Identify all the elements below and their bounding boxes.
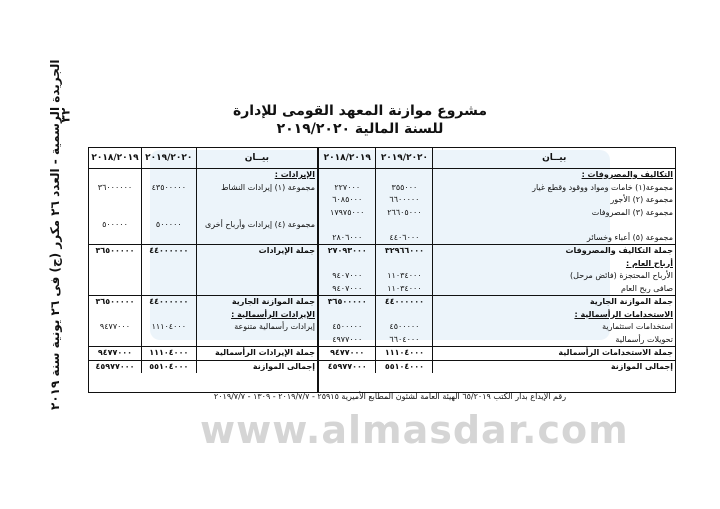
- value-2019: ٤٥٠٠٠٠٠: [332, 322, 363, 331]
- row-label: [196, 283, 317, 296]
- table-row: [89, 360, 317, 373]
- value-2020: ٥٥١٠٤٠٠٠: [141, 360, 196, 373]
- row-label: الإيرادات الرأسمالية :: [196, 309, 317, 322]
- table-row: [89, 194, 317, 207]
- value-2019: ٣٦٥٠٠٠٠٠: [319, 296, 376, 309]
- header-col-2019: ٢٠١٨/٢٠١٩: [319, 148, 376, 169]
- value-2020: [141, 232, 196, 245]
- page-title: مشروع موازنة المعهد القومى للإدارة: [232, 103, 488, 119]
- value-2020: [141, 194, 196, 207]
- table-row: [89, 334, 317, 347]
- value-2019: [89, 309, 141, 322]
- value-2019: ٤٥٩٧٧٠٠٠: [319, 360, 376, 373]
- table-row: [319, 334, 675, 347]
- header-col-2020: ٢٠١٩/٢٠٢٠: [141, 148, 196, 169]
- value-2020: ٤٤٠٠٠٠٠٠: [141, 245, 196, 258]
- expenses-table: [318, 147, 676, 393]
- value-2020: ١١٠٣٤٠٠٠: [376, 283, 433, 296]
- header-desc: بيــان: [433, 148, 675, 169]
- value-2020: [376, 258, 433, 271]
- value-2019: ٣٦٥٠٠٠٠٠: [89, 245, 141, 258]
- value-2019: [89, 258, 141, 271]
- value-2020: [141, 258, 196, 271]
- table-row: [89, 283, 317, 296]
- value-2020: ٦٦٠٤٠٠٠: [376, 334, 433, 347]
- value-2020: ٤٤٠٦٠٠٠: [376, 232, 433, 245]
- watermark-url: www.almasdar.com: [200, 408, 629, 452]
- value-2020: ٥٥١٠٤٠٠٠: [376, 360, 433, 373]
- row-label: جملة الإيرادات: [196, 245, 317, 258]
- value-2019: [319, 169, 376, 182]
- value-2020: ١١٠٣٤٠٠٠: [376, 270, 433, 283]
- value-2019: [89, 232, 141, 245]
- side-margin-text: الجريدة الرسمية - العدد ٢٦ مكرر (ج) فى ٢٦ يونية سنة ٢٠١٩: [48, 59, 62, 410]
- row-label: إجمالى الموازنة: [433, 360, 675, 373]
- table-row: [319, 169, 675, 182]
- value-2019: ٥٠٠٠٠٠: [102, 220, 128, 229]
- value-2020: ٤٥٠٠٠٠٠: [376, 321, 433, 334]
- row-label: جملة الموازنة الجارية: [433, 296, 675, 309]
- row-label: [196, 232, 317, 245]
- value-2020: ٦٦٠٠٠٠٠: [376, 194, 433, 207]
- row-label: جملة الموازنة الجارية: [196, 296, 317, 309]
- value-2019: [89, 270, 141, 283]
- value-2020: ٥٠٠٠٠٠: [141, 219, 196, 232]
- page-subtitle: للسنة المالية ٢٠١٩/٢٠٢٠: [276, 121, 444, 137]
- value-2020: [141, 207, 196, 220]
- table-row: [89, 321, 317, 334]
- value-2020: ٤٤٠٠٠٠٠٠: [376, 296, 433, 309]
- value-2019: ٢٢٧٠٠٠: [334, 182, 361, 192]
- table-row: [89, 182, 317, 195]
- value-2020: ٢٦٦٠٥٠٠٠: [376, 207, 433, 220]
- table-row: [89, 270, 317, 283]
- row-label: صافى ربح العام: [433, 283, 675, 296]
- row-label: [196, 207, 317, 220]
- value-2019: ٣٦٥٠٠٠٠٠: [89, 296, 141, 309]
- value-2020: ٤٣٥٠٠٠٠٠: [141, 182, 196, 195]
- value-2020: [141, 270, 196, 283]
- revenues-table: [88, 147, 318, 393]
- row-label: مجموعة(١) خامات ومواد ووقود وقطع غيار: [433, 182, 675, 195]
- value-2019: ٩٤٠٧٠٠٠: [332, 283, 363, 293]
- value-2019: ٢٨٠٦٠٠٠: [332, 232, 363, 242]
- row-label: جملة التكاليف والمصروفات: [433, 245, 675, 258]
- table-row: [319, 309, 675, 322]
- value-2019: [319, 309, 376, 322]
- table-row: [319, 194, 675, 207]
- value-2019: ١٧٩٧٥٠٠٠: [330, 207, 365, 217]
- value-2019: ٩٤٧٧٠٠٠: [319, 347, 376, 361]
- header-desc: بيــان: [196, 148, 317, 169]
- value-2019: [319, 258, 376, 271]
- table-row: [89, 309, 317, 322]
- table-row: [319, 283, 675, 296]
- table-row: [319, 296, 675, 309]
- table-row: [89, 258, 317, 271]
- row-label: [196, 194, 317, 207]
- row-label: مجموعة (١) إيرادات النشاط: [196, 182, 317, 195]
- row-label: الاستخدامات الرأسمالية :: [433, 309, 675, 322]
- value-2019: ٩٤٧٧٠٠٠: [89, 347, 141, 361]
- value-2019: ٤٩٧٧٠٠٠: [332, 334, 363, 344]
- table-row: [319, 360, 675, 373]
- value-2020: [141, 309, 196, 322]
- row-label: الإيرادات :: [196, 169, 317, 182]
- table-row: [319, 245, 675, 258]
- value-2019: [89, 194, 141, 207]
- value-2019: [89, 169, 141, 182]
- table-row: [319, 258, 675, 271]
- row-label: التكاليف والمصروفات :: [433, 169, 675, 182]
- value-2020: [376, 309, 433, 322]
- value-2020: [376, 219, 433, 232]
- value-2020: [141, 283, 196, 296]
- value-2019: [89, 207, 141, 220]
- value-2020: ١١١٠٤٠٠٠: [376, 347, 433, 361]
- page-number: ٣٢: [58, 107, 73, 123]
- value-2020: ١١١٠٤٠٠٠: [141, 347, 196, 361]
- header-col-2019: ٢٠١٨/٢٠١٩: [89, 148, 141, 169]
- table-row: [89, 169, 317, 182]
- value-2019: ٩٤٠٧٠٠٠: [332, 271, 363, 280]
- row-label: [196, 334, 317, 347]
- value-2019: ٦٠٨٥٠٠٠: [332, 195, 363, 204]
- row-label: إجمالى الموازنة: [196, 360, 317, 373]
- value-2020: [376, 169, 433, 182]
- row-label: الأرباح المحتجزة (فائض مرحل): [433, 270, 675, 283]
- footnote: رقم الإيداع بدار الكتب ٦٥/٢٠١٩ الهيئة العامة لشئون المطابع الأميرية ٢٥٩١٥ - ٢٠١٩/٧/٧ - ١٣٠٩ - ٢٠١٩/٧/٧: [213, 392, 567, 401]
- row-label: [196, 258, 317, 271]
- row-label: جملة الإيرادات الرأسمالية: [196, 347, 317, 361]
- value-2020: [141, 334, 196, 347]
- table-row: [89, 245, 317, 258]
- row-label: أرباح العام :: [433, 258, 675, 271]
- value-2020: ٣٢٩٦٦٠٠٠: [376, 245, 433, 258]
- table-row: [319, 232, 675, 245]
- row-label: مجموعة (٢) الأجور: [433, 194, 675, 207]
- row-label: [433, 219, 675, 232]
- value-2020: [141, 169, 196, 182]
- value-2020: ١١١٠٤٠٠٠: [141, 321, 196, 334]
- header-col-2020: ٢٠١٩/٢٠٢٠: [376, 148, 433, 169]
- row-label: مجموعة (٣) المصروفات: [433, 207, 675, 220]
- value-2019: [89, 334, 141, 347]
- value-2019: ٣٦٠٠٠٠٠٠: [97, 182, 133, 192]
- table-row: [319, 270, 675, 283]
- table-row: [89, 207, 317, 220]
- table-row: [319, 321, 675, 334]
- row-label: استخدامات استثمارية: [433, 321, 675, 334]
- table-row: [89, 232, 317, 245]
- table-row: [89, 347, 317, 361]
- value-2019: [319, 219, 376, 232]
- table-row: [319, 347, 675, 361]
- table-row: [89, 219, 317, 232]
- value-2020: ٣٥٥٠٠٠: [376, 182, 433, 195]
- row-label: جملة الاستخدامات الرأسمالية: [433, 347, 675, 361]
- row-label: تحويلات رأسمالية: [433, 334, 675, 347]
- value-2020: ٤٤٠٠٠٠٠٠: [141, 296, 196, 309]
- value-2019: ٩٤٧٧٠٠٠: [99, 322, 130, 331]
- table-row: [319, 182, 675, 195]
- row-label: [196, 270, 317, 283]
- value-2019: ٢٧٠٩٣٠٠٠: [319, 245, 376, 258]
- row-label: مجموعة (٥) أعباء وخسائر: [433, 232, 675, 245]
- value-2019: [89, 283, 141, 296]
- value-2019: ٤٥٩٧٧٠٠٠: [89, 360, 141, 373]
- table-row: [319, 207, 675, 220]
- table-row: [319, 219, 675, 232]
- table-row: [89, 296, 317, 309]
- row-label: مجموعة (٤) إيرادات وأرباح أخرى: [196, 219, 317, 232]
- row-label: إيرادات رأسمالية متنوعة: [196, 321, 317, 334]
